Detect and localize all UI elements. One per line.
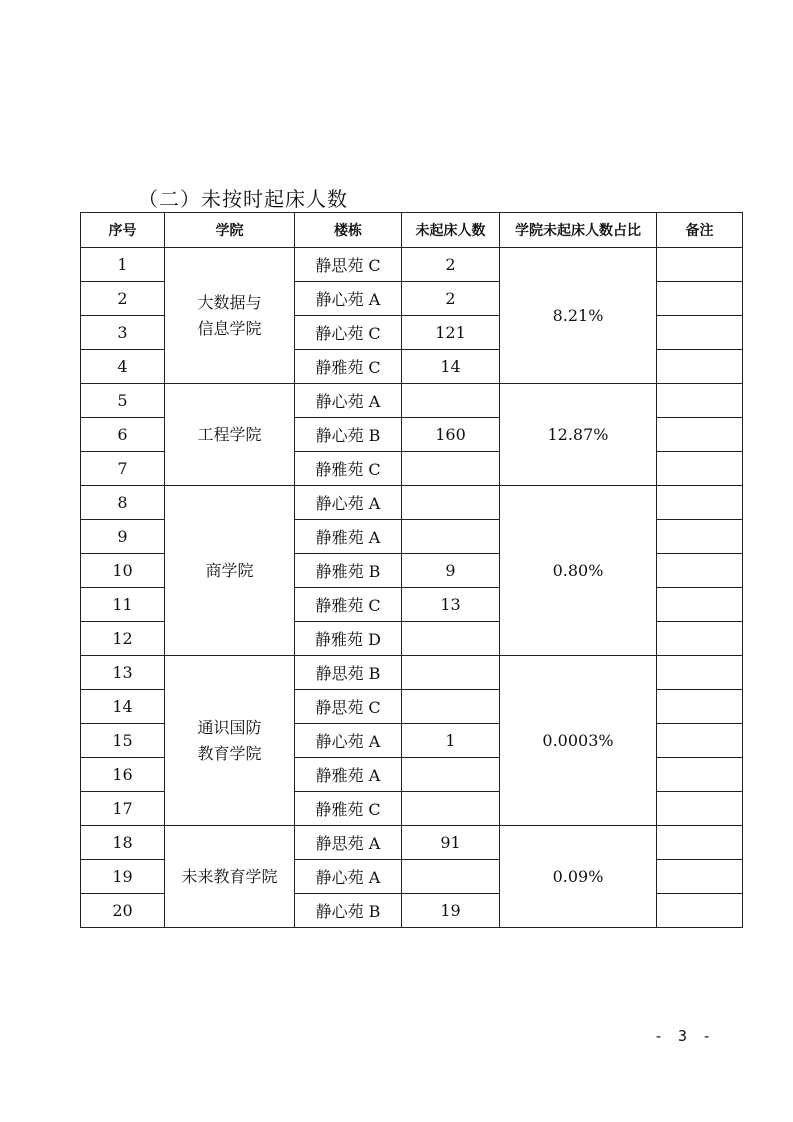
college-name-line: 商学院 [205, 560, 254, 580]
college-name-line: 大数据与 [197, 292, 262, 312]
remarks-cell [657, 452, 743, 486]
row-number-cell: 17 [81, 792, 165, 826]
count-cell: 9 [402, 554, 500, 588]
remarks-cell [657, 826, 743, 860]
page-number: - 3 - [654, 1027, 715, 1045]
count-cell [402, 690, 500, 724]
table-header-row [81, 213, 743, 248]
table-body [81, 248, 743, 928]
row-number-cell: 8 [81, 486, 165, 520]
count-cell: 14 [402, 350, 500, 384]
count-cell: 19 [402, 894, 500, 928]
count-cell [402, 452, 500, 486]
building-cell: 静雅苑 B [295, 554, 402, 588]
table-row [81, 656, 743, 690]
remarks-cell [657, 894, 743, 928]
building-cell: 静心苑 A [295, 860, 402, 894]
count-cell [402, 860, 500, 894]
header-building: 楼栋 [295, 213, 402, 248]
college-cell [165, 384, 295, 486]
building-cell: 静心苑 B [295, 418, 402, 452]
count-cell: 2 [402, 282, 500, 316]
ratio-cell: 8.21% [500, 248, 657, 384]
college-name-line: 未来教育学院 [181, 866, 278, 886]
building-cell: 静思苑 B [295, 656, 402, 690]
college-name-line: 工程学院 [197, 424, 262, 444]
count-cell [402, 656, 500, 690]
building-cell: 静心苑 A [295, 384, 402, 418]
building-cell: 静雅苑 C [295, 452, 402, 486]
header-ratio: 学院未起床人数占比 [500, 213, 657, 248]
building-cell: 静雅苑 C [295, 588, 402, 622]
building-cell: 静雅苑 C [295, 792, 402, 826]
remarks-cell [657, 282, 743, 316]
remarks-cell [657, 690, 743, 724]
remarks-cell [657, 588, 743, 622]
ratio-cell: 0.80% [500, 486, 657, 656]
building-cell: 静心苑 A [295, 486, 402, 520]
count-cell: 1 [402, 724, 500, 758]
remarks-cell [657, 350, 743, 384]
count-cell: 2 [402, 248, 500, 282]
count-cell: 160 [402, 418, 500, 452]
remarks-cell [657, 860, 743, 894]
remarks-cell [657, 384, 743, 418]
row-number-cell: 19 [81, 860, 165, 894]
college-cell [165, 656, 295, 826]
table-row [81, 486, 743, 520]
count-cell: 91 [402, 826, 500, 860]
header-no: 序号 [81, 213, 165, 248]
college-name-line: 信息学院 [197, 318, 262, 338]
remarks-cell [657, 418, 743, 452]
count-cell [402, 520, 500, 554]
row-number-cell: 3 [81, 316, 165, 350]
building-cell: 静雅苑 A [295, 758, 402, 792]
header-college: 学院 [165, 213, 295, 248]
table-row [81, 384, 743, 418]
ratio-cell: 12.87% [500, 384, 657, 486]
remarks-cell [657, 316, 743, 350]
count-cell [402, 486, 500, 520]
college-name-line: 通识国防 [197, 717, 262, 737]
row-number-cell: 11 [81, 588, 165, 622]
building-cell: 静思苑 C [295, 690, 402, 724]
remarks-cell [657, 554, 743, 588]
count-cell: 13 [402, 588, 500, 622]
row-number-cell: 18 [81, 826, 165, 860]
remarks-cell [657, 724, 743, 758]
count-cell [402, 384, 500, 418]
building-cell: 静雅苑 D [295, 622, 402, 656]
college-cell [165, 248, 295, 384]
table-row [81, 248, 743, 282]
wakeup-stats-table [80, 212, 743, 928]
ratio-cell: 0.09% [500, 826, 657, 928]
building-cell: 静心苑 B [295, 894, 402, 928]
row-number-cell: 9 [81, 520, 165, 554]
college-cell [165, 486, 295, 656]
row-number-cell: 1 [81, 248, 165, 282]
row-number-cell: 15 [81, 724, 165, 758]
building-cell: 静心苑 A [295, 724, 402, 758]
count-cell: 121 [402, 316, 500, 350]
remarks-cell [657, 520, 743, 554]
remarks-cell [657, 656, 743, 690]
row-number-cell: 5 [81, 384, 165, 418]
building-cell: 静雅苑 A [295, 520, 402, 554]
building-cell: 静思苑 C [295, 248, 402, 282]
building-cell: 静心苑 C [295, 316, 402, 350]
remarks-cell [657, 758, 743, 792]
row-number-cell: 7 [81, 452, 165, 486]
row-number-cell: 6 [81, 418, 165, 452]
section-title: （二）未按时起床人数 [138, 187, 348, 211]
header-count: 未起床人数 [402, 213, 500, 248]
row-number-cell: 12 [81, 622, 165, 656]
building-cell: 静雅苑 C [295, 350, 402, 384]
row-number-cell: 13 [81, 656, 165, 690]
row-number-cell: 14 [81, 690, 165, 724]
remarks-cell [657, 622, 743, 656]
row-number-cell: 10 [81, 554, 165, 588]
remarks-cell [657, 248, 743, 282]
ratio-cell: 0.0003% [500, 656, 657, 826]
building-cell: 静心苑 A [295, 282, 402, 316]
count-cell [402, 792, 500, 826]
row-number-cell: 2 [81, 282, 165, 316]
header-remarks: 备注 [657, 213, 743, 248]
building-cell: 静思苑 A [295, 826, 402, 860]
row-number-cell: 16 [81, 758, 165, 792]
remarks-cell [657, 486, 743, 520]
college-cell [165, 826, 295, 928]
table-row [81, 826, 743, 860]
remarks-cell [657, 792, 743, 826]
college-name-line: 教育学院 [197, 743, 262, 763]
count-cell [402, 758, 500, 792]
row-number-cell: 4 [81, 350, 165, 384]
row-number-cell: 20 [81, 894, 165, 928]
count-cell [402, 622, 500, 656]
